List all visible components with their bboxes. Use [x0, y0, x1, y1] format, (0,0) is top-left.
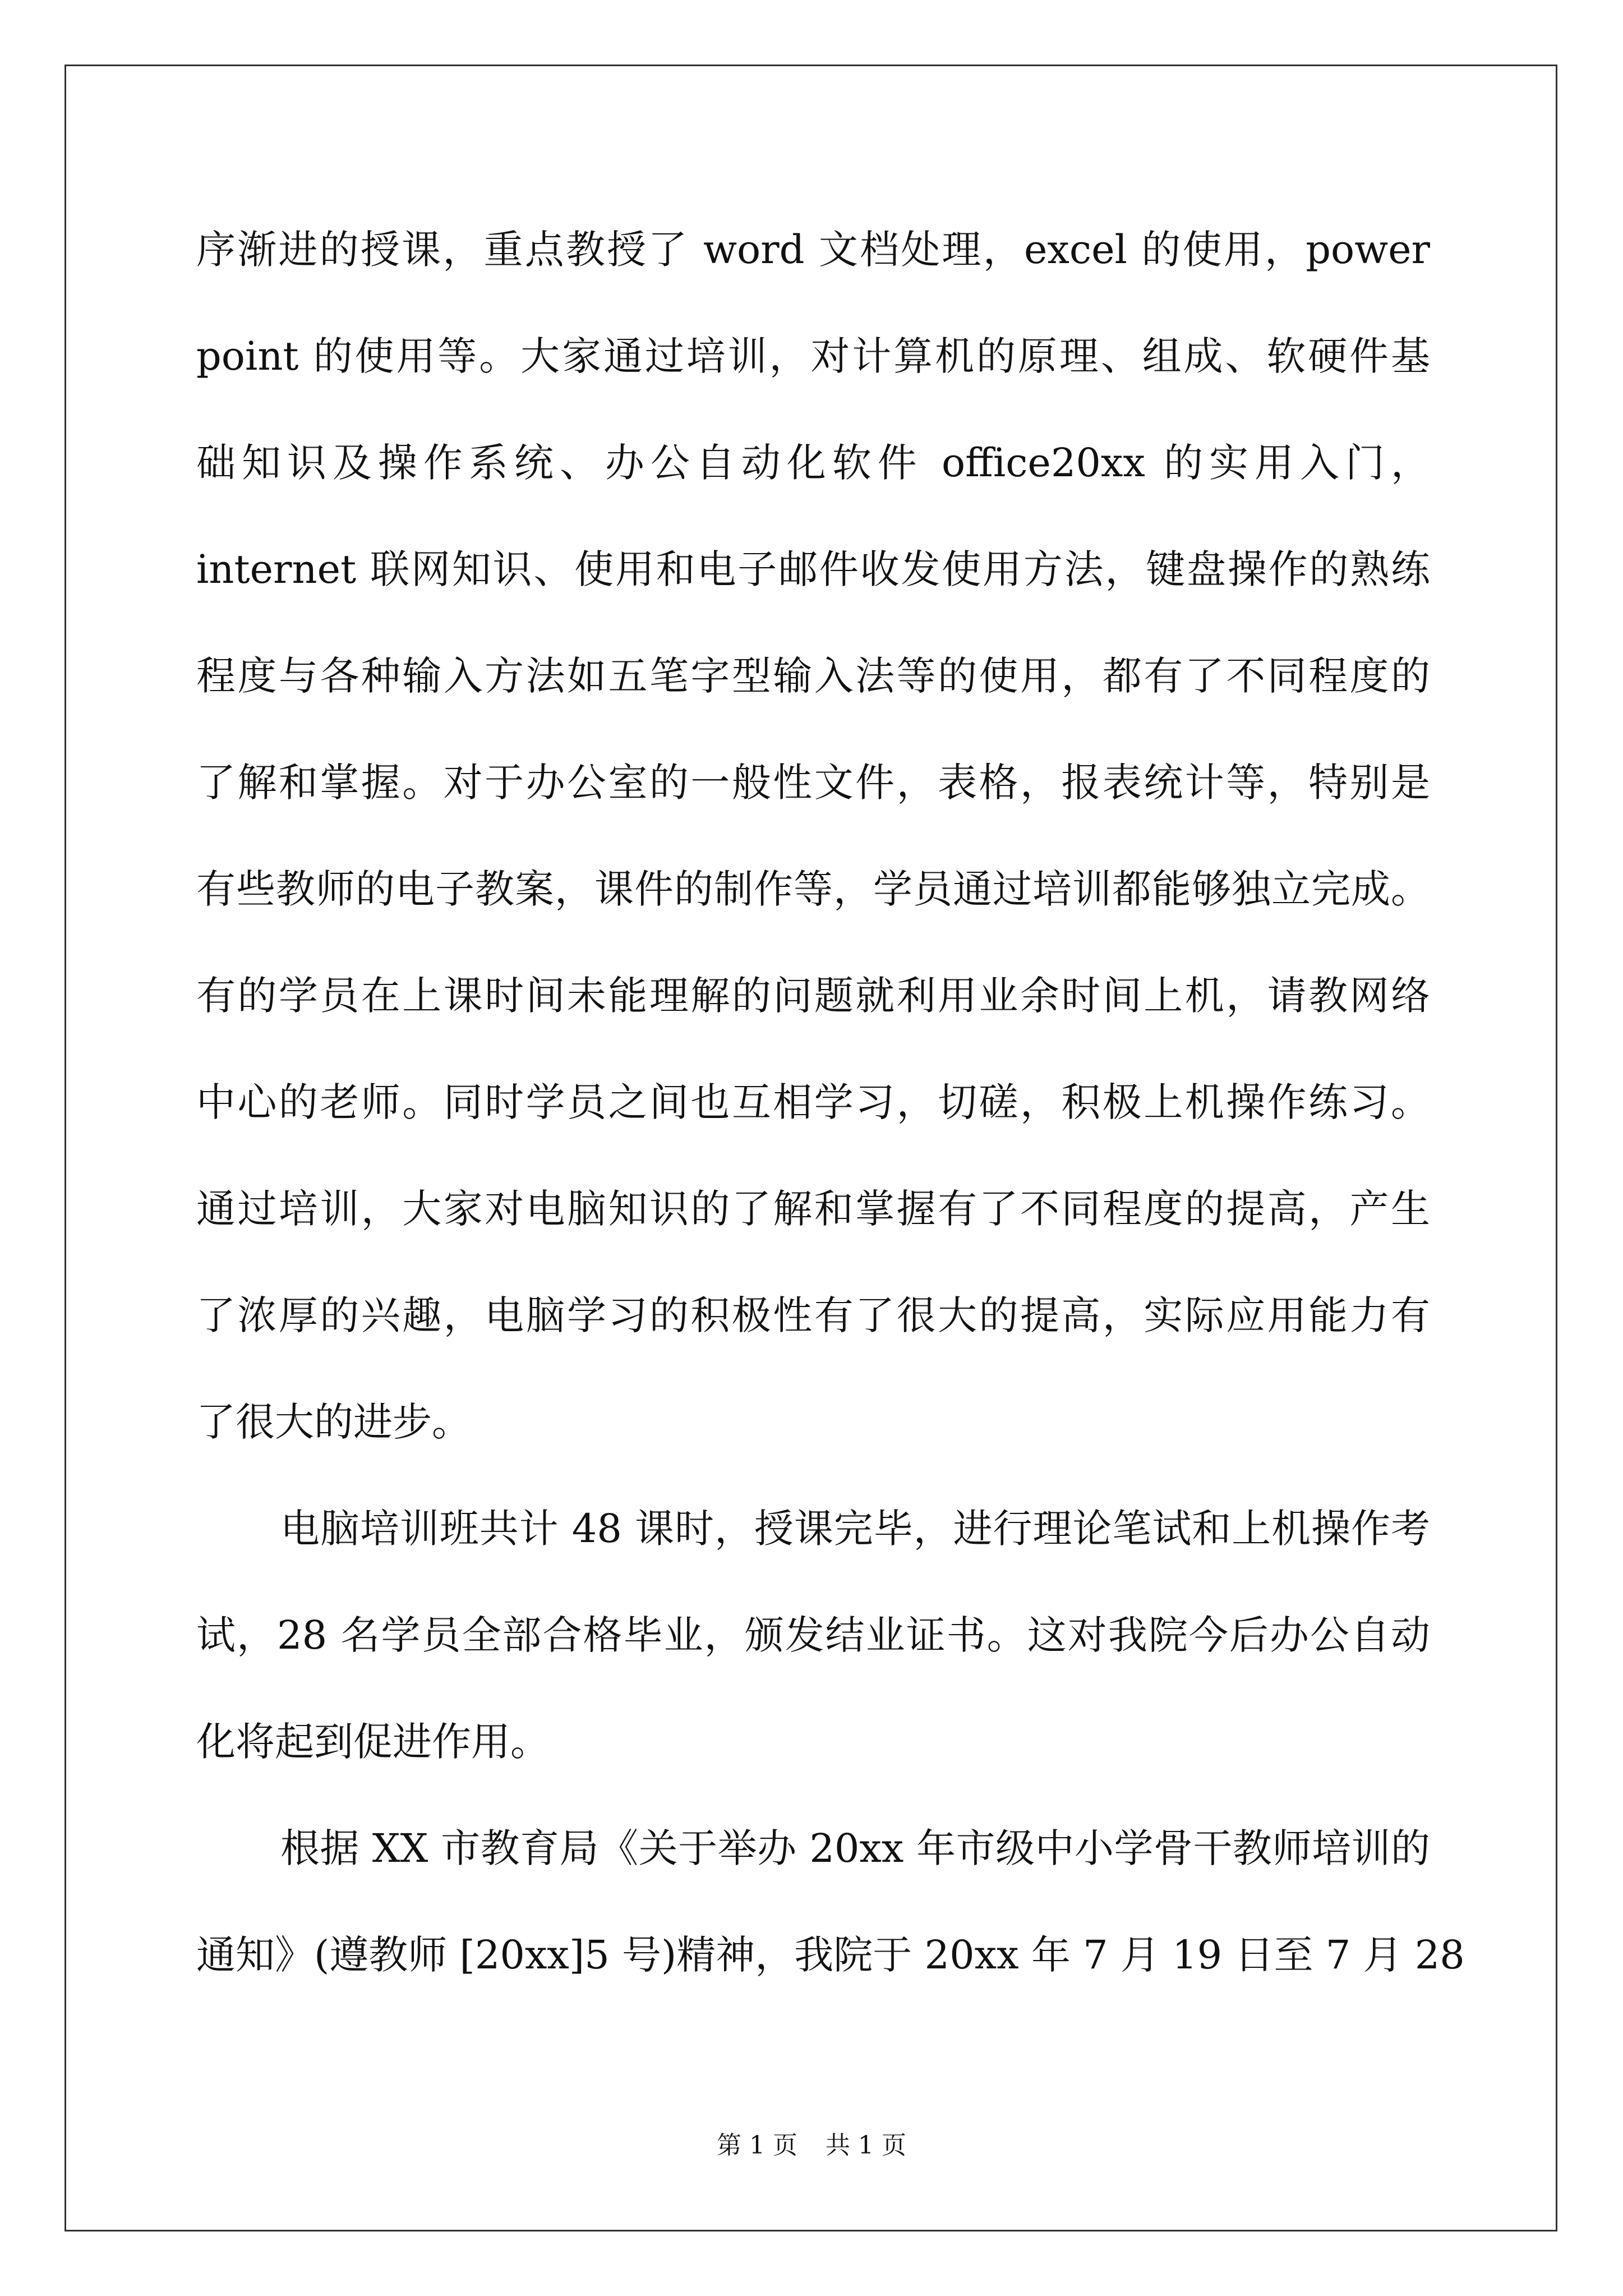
page-total: 共 1 页	[826, 2131, 906, 2160]
text-line: 通知》(遵教师 [20xx]5 号)精神，我院于 20xx 年 7 月 19 日至 7 月 28	[196, 1932, 1465, 1978]
text-line: 电脑培训班共计 48 课时，授课完毕，进行理论笔试和上机操作考	[280, 1506, 1430, 1552]
page-number: 第 1 页	[717, 2131, 797, 2160]
document-body	[196, 216, 1465, 2028]
page-footer	[0, 2129, 1623, 2162]
text-line: 中心的老师。同时学员之间也互相学习，切磋，积极上机操作练习。	[196, 1079, 1430, 1125]
text-line: 根据 XX 市教育局《关于举办 20xx 年市级中小学骨干教师培训的	[280, 1825, 1430, 1871]
text-line: point 的使用等。大家通过培训，对计算机的原理、组成、软硬件基	[196, 333, 1430, 379]
text-line: 了很大的进步。	[196, 1399, 471, 1445]
text-line: 化将起到促进作用。	[196, 1719, 550, 1765]
text-line: 通过培训，大家对电脑知识的了解和掌握有了不同程度的提高，产生	[196, 1186, 1430, 1232]
text-line: internet 联网知识、使用和电子邮件收发使用方法，键盘操作的熟练	[196, 546, 1430, 592]
text-line: 序渐进的授课，重点教授了 word 文档处理，excel 的使用，power	[196, 227, 1430, 273]
text-line: 了浓厚的兴趣，电脑学习的积极性有了很大的提高，实际应用能力有	[196, 1292, 1430, 1338]
text-line: 础知识及操作系统、办公自动化软件 office20xx 的实用入门，	[196, 440, 1430, 486]
text-line: 试，28 名学员全部合格毕业，颁发结业证书。这对我院今后办公自动	[196, 1612, 1430, 1658]
text-line: 了解和掌握。对于办公室的一般性文件，表格，报表统计等，特别是	[196, 760, 1430, 806]
text-line: 有些教师的电子教案，课件的制作等，学员通过培训都能够独立完成。	[196, 866, 1430, 912]
text-line: 有的学员在上课时间未能理解的问题就利用业余时间上机，请教网络	[196, 973, 1430, 1019]
text-line: 程度与各种输入方法如五笔字型输入法等的使用，都有了不同程度的	[196, 653, 1430, 699]
